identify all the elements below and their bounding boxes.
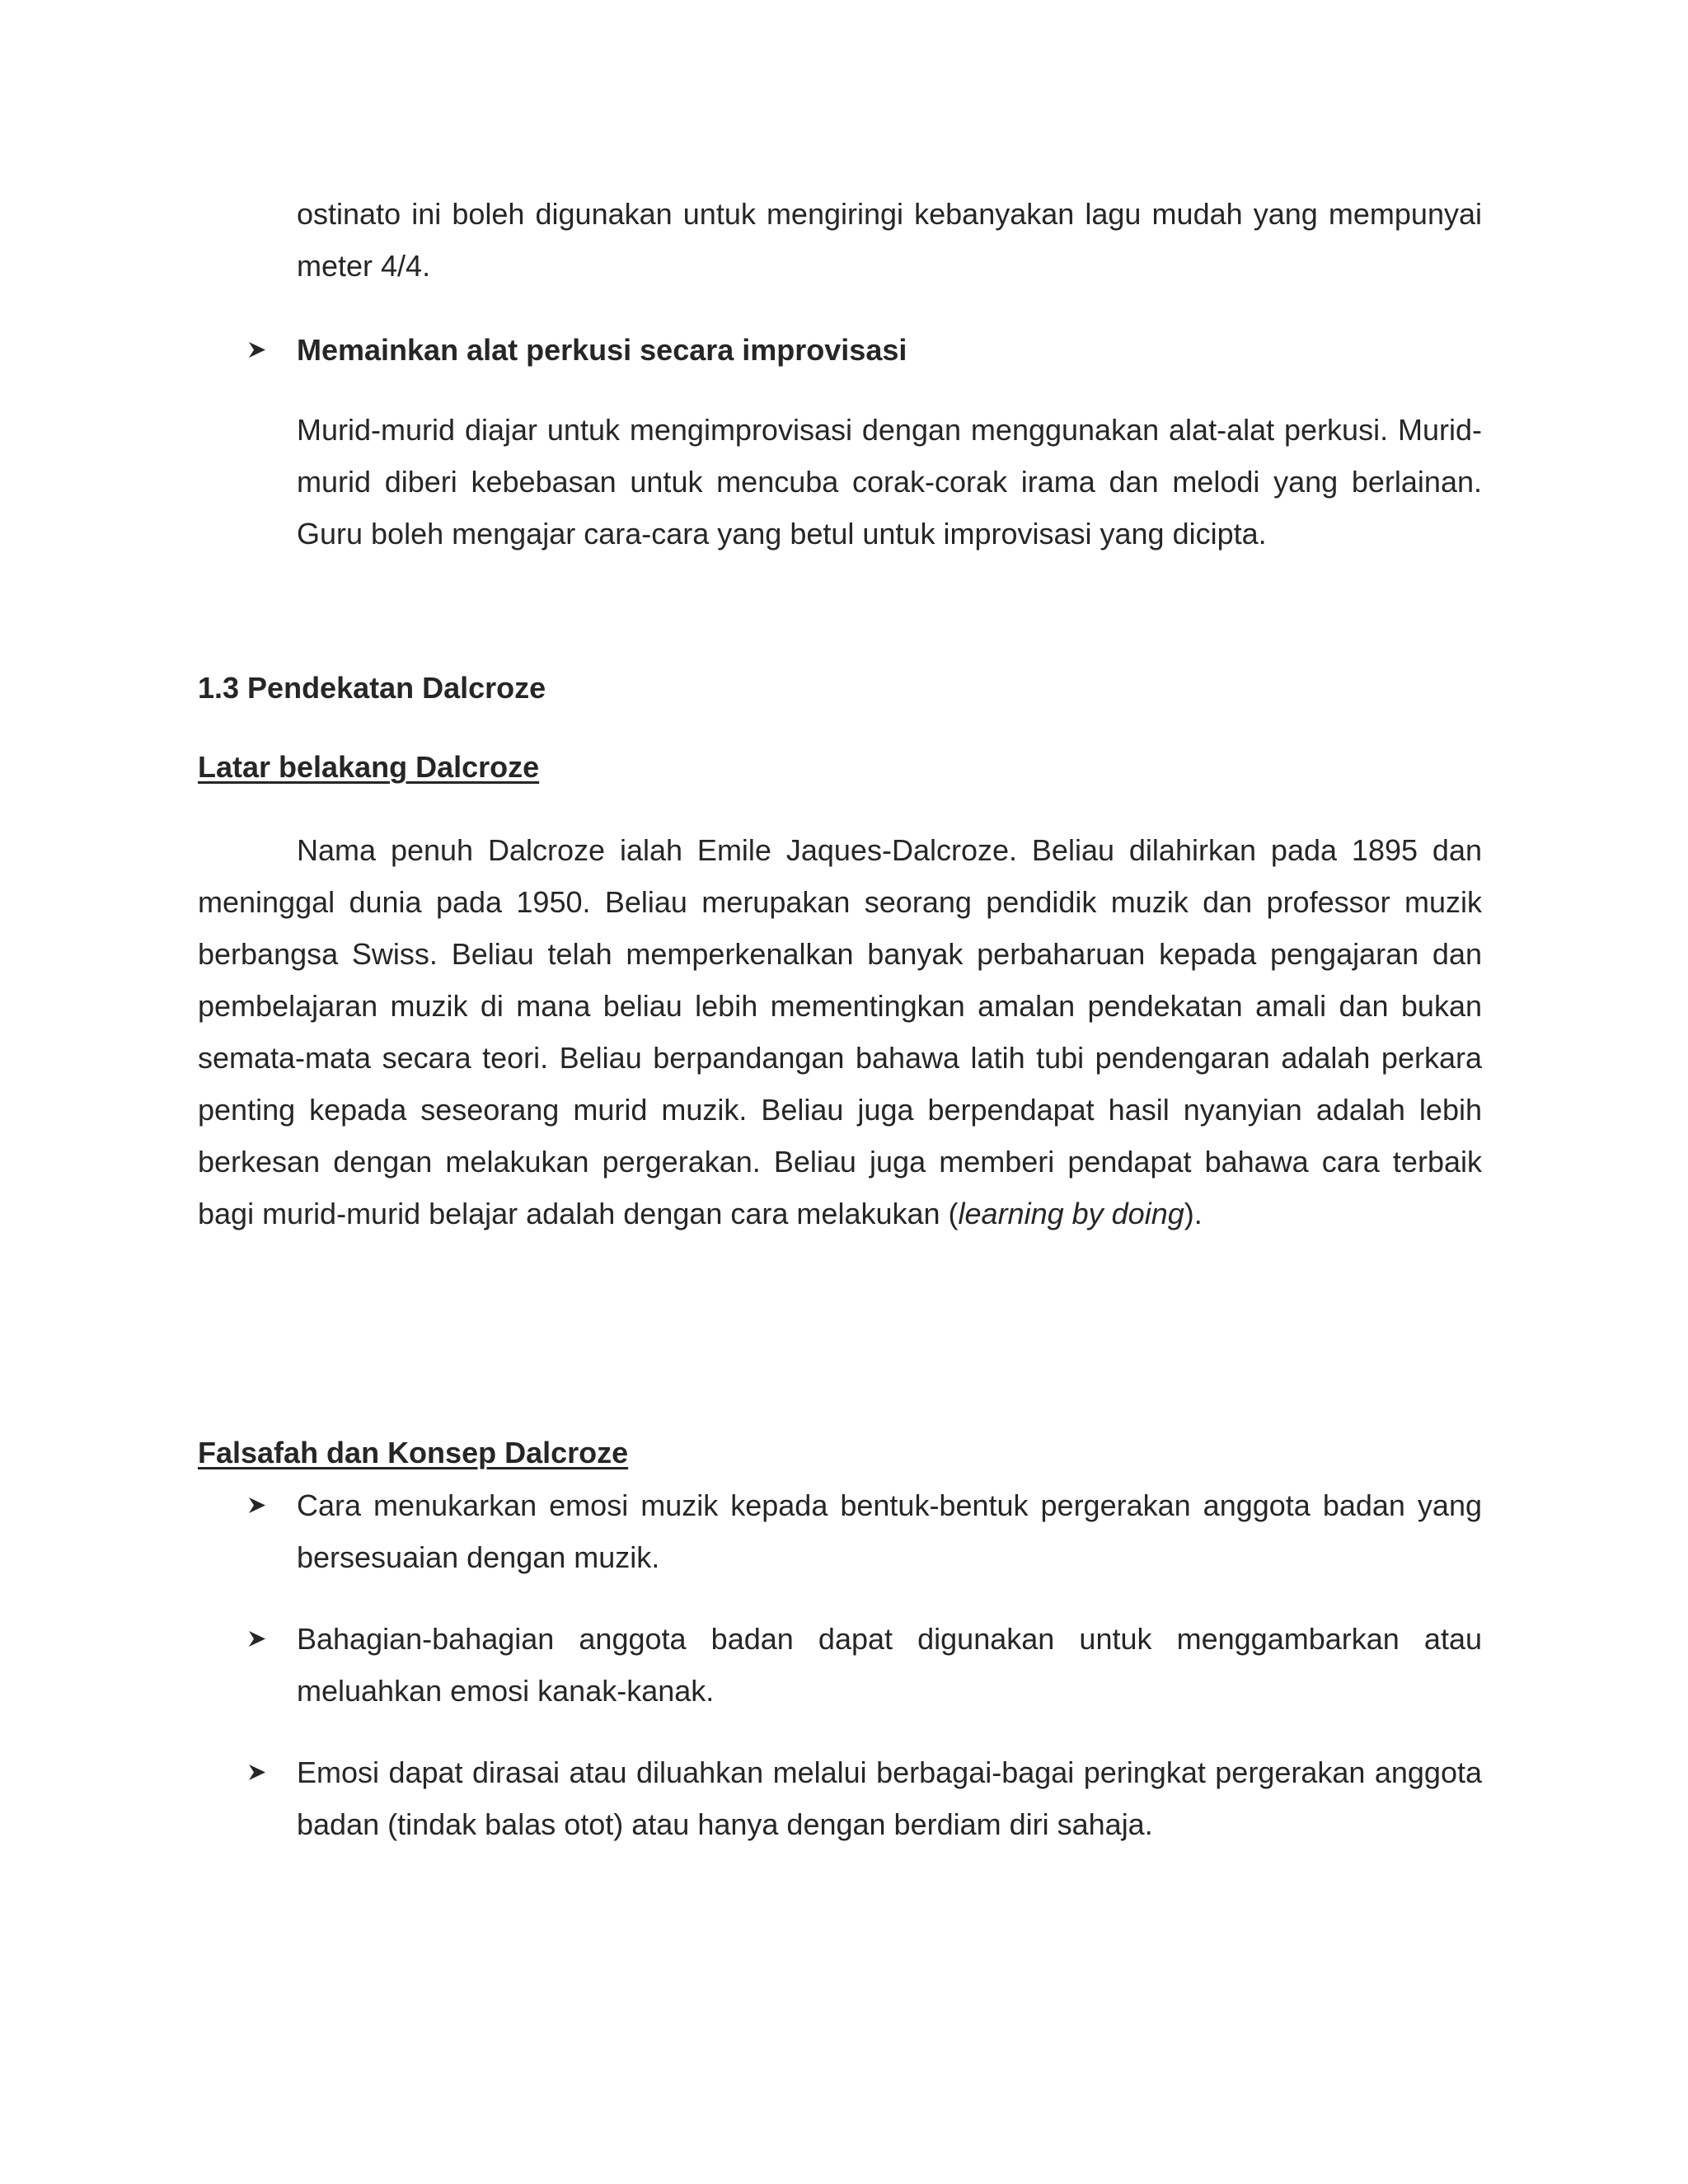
learning-by-doing-italic: learning by doing (958, 1197, 1184, 1230)
arrowhead-bullet-icon (247, 1746, 280, 1798)
paragraph-latar-text: Nama penuh Dalcroze ialah Emile Jaques-Dalcroze. Beliau dilahirkan pada 1895 dan meninggal dunia pada 1950. Beliau merupakan seorang pendidik muzik dan professor muzik berbangsa Swiss. Beliau telah memperkenalkan banyak perbaharuan kepada pengajaran dan pembelajaran muzik di mana beliau lebih mementingkan amalan pendekatan amali dan bukan semata-mata secara teori. Beliau berpandangan bahawa latih tubi pendengaran adalah perkara penting kepada seseorang murid muzik. Beliau juga berpendapat hasil nyanyian adalah lebih berkesan dengan melakukan pergerakan. Beliau juga memberi pendapat bahawa cara terbaik bagi murid-murid belajar adalah dengan cara melakukan ( (198, 833, 1482, 1230)
paragraph-perkusi: Murid-murid diajar untuk mengimprovisasi dengan menggunakan alat-alat perkusi. Murid-murid diberi kebebasan untuk mencuba corak-corak irama dan melodi yang berlainan. Guru boleh mengajar cara-cara yang betul untuk improvisasi yang dicipta. (297, 413, 1482, 551)
sub-heading-falsafah: Falsafah dan Konsep Dalcroze (198, 1436, 629, 1469)
arrowhead-bullet-icon (247, 1613, 280, 1665)
section-heading: 1.3 Pendekatan Dalcroze (198, 671, 546, 705)
list-item-falsafah-2: Bahagian-bahagian anggota badan dapat digunakan untuk menggambarkan atau meluahkan emosi kanak-kanak. (297, 1622, 1482, 1708)
paragraph-ostinato-continuation: ostinato ini boleh digunakan untuk mengiringi kebanyakan lagu mudah yang mempunyai meter 4/4. (297, 197, 1482, 283)
paragraph-latar-end: ). (1184, 1197, 1203, 1230)
sub-heading-latar-belakang: Latar belakang Dalcroze (198, 750, 540, 784)
arrowhead-bullet-icon (247, 324, 280, 376)
paragraph-latar-belakang (198, 824, 1482, 1240)
arrowhead-bullet-icon (247, 1479, 280, 1531)
bullet-heading-perkusi: Memainkan alat perkusi secara improvisasi (297, 333, 907, 367)
list-item-falsafah-1: Cara menukarkan emosi muzik kepada bentuk-bentuk pergerakan anggota badan yang bersesuaian dengan muzik. (297, 1488, 1482, 1574)
list-item-falsafah-3: Emosi dapat dirasai atau diluahkan melalui berbagai-bagai peringkat pergerakan anggota badan (tindak balas otot) atau hanya dengan berdiam diri sahaja. (297, 1755, 1482, 1841)
